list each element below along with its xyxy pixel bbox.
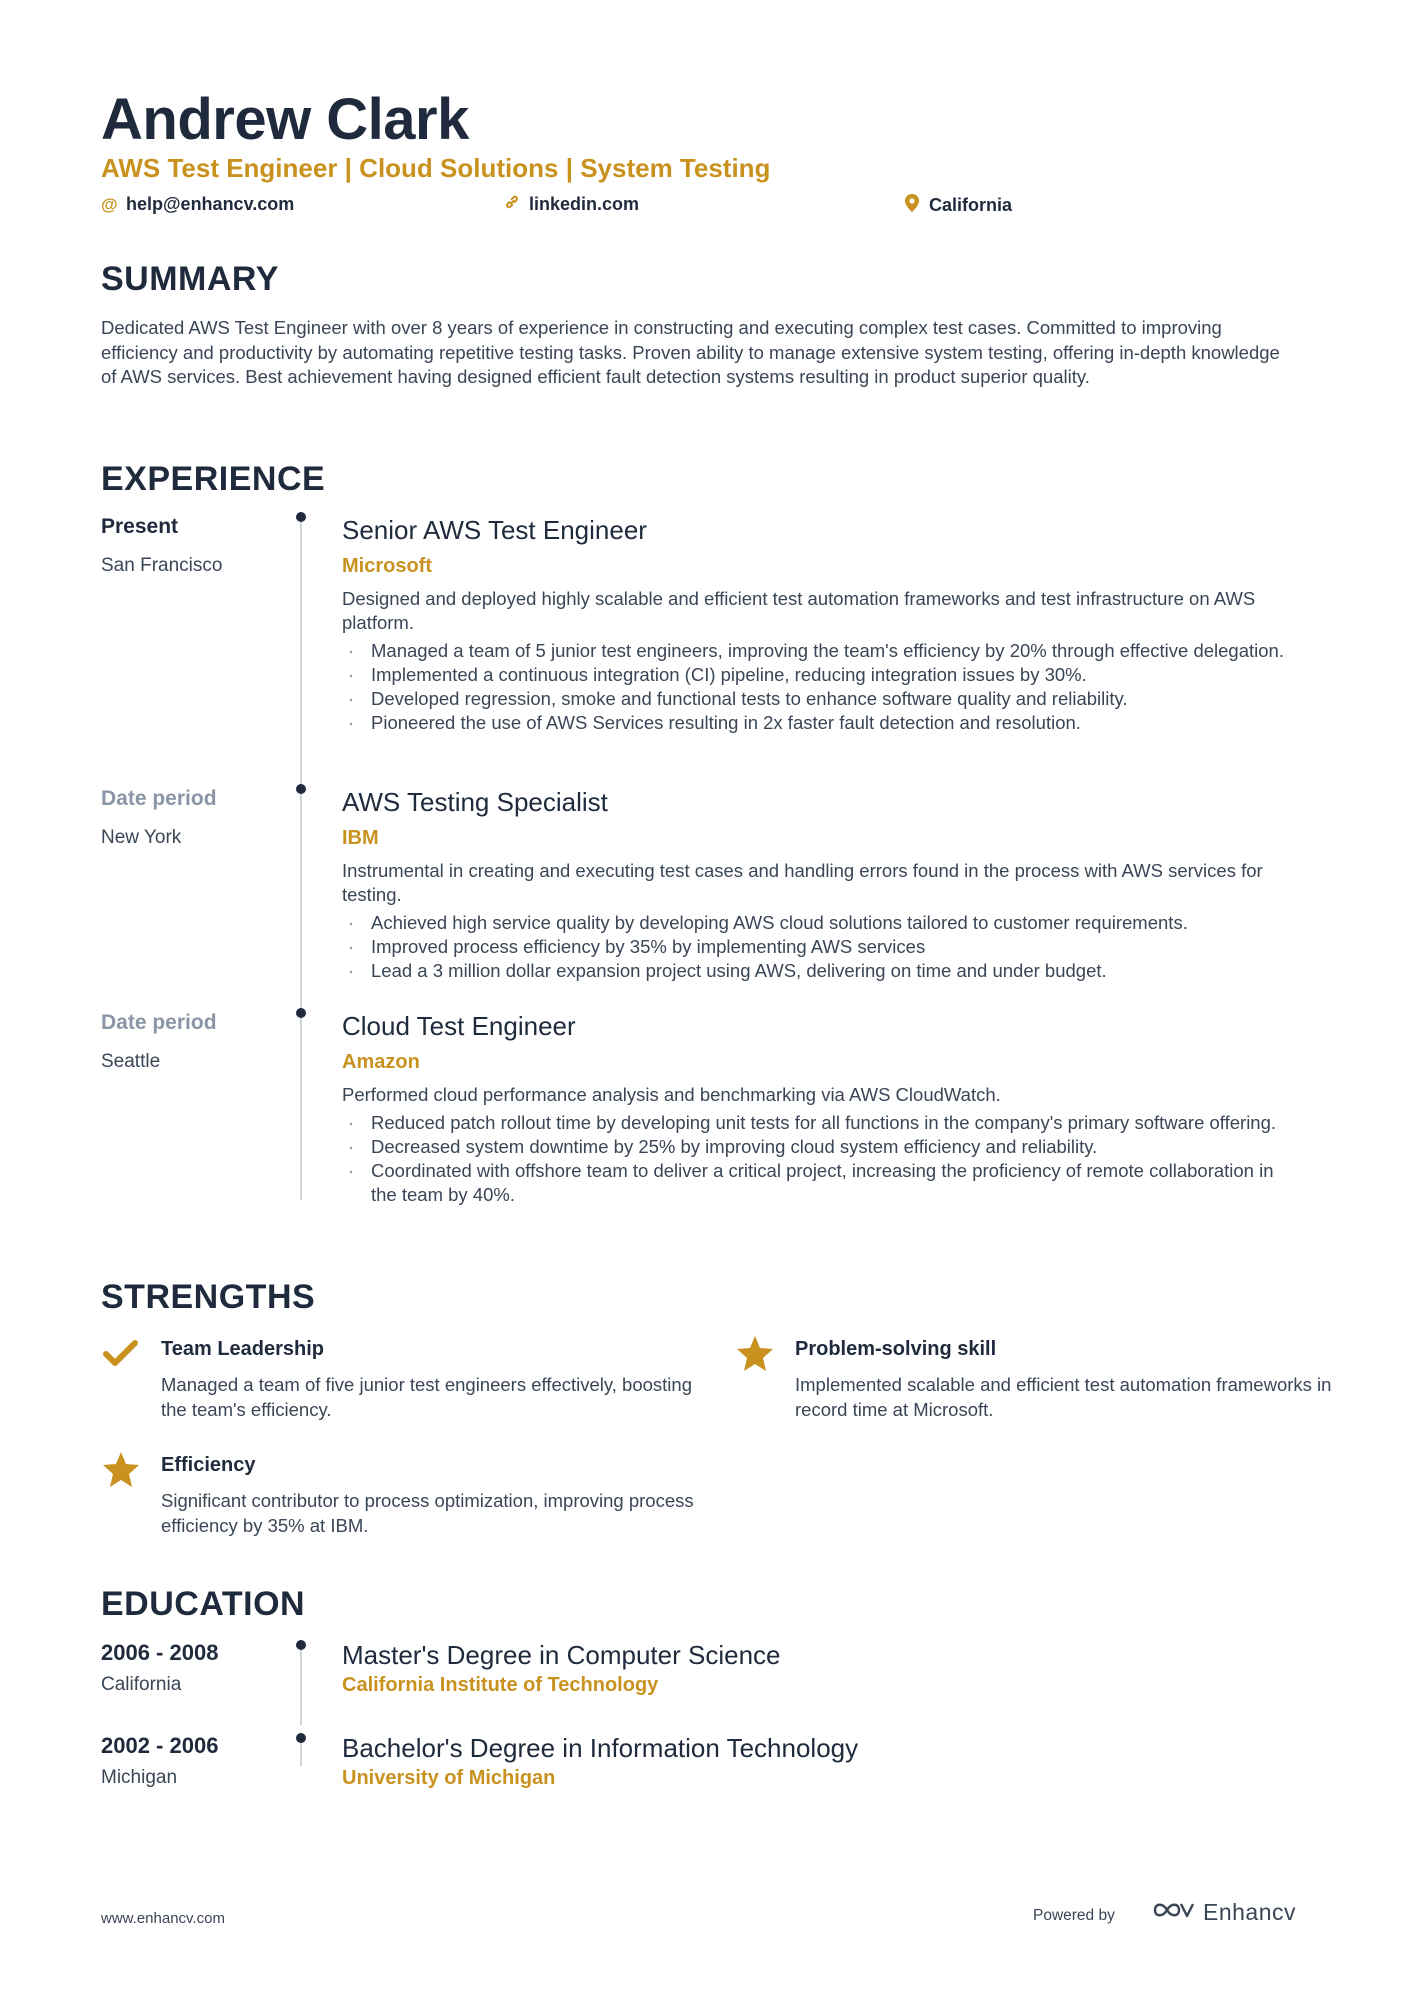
education-heading: EDUCATION [101,1585,306,1623]
timeline-dot [296,1733,306,1743]
experience-location: New York [101,827,182,848]
bullet-item: · Coordinated with offshore team to deliver a critical project, increasing the proficiency of remote collaboration in the team by 40%. [342,1159,1302,1207]
experience-date: Date period [101,787,217,810]
timeline-dot [296,512,306,522]
footer-website-link[interactable]: www.enhancv.com [101,1910,225,1927]
education-location: Michigan [101,1767,178,1788]
summary-heading: SUMMARY [101,260,279,298]
bullet-item: · Pioneered the use of AWS Services resulting in 2x faster fault detection and resolution. [342,711,1302,735]
timeline-dot [296,784,306,794]
education-timeline [300,1645,302,1725]
candidate-headline: AWS Test Engineer | Cloud Solutions | System Testing [101,153,771,183]
link-icon [504,194,520,215]
strengths-heading: STRENGTHS [101,1278,316,1316]
experience-role: Cloud Test Engineer [342,1011,576,1041]
strength-description: Managed a team of five junior test engineers effectively, boosting the team's efficiency. [161,1374,692,1420]
bullet-item: · Reduced patch rollout time by developing unit tests for all functions in the company's primary software offering. [342,1111,1302,1135]
education-date: 2002 - 2006 [101,1733,219,1758]
experience-date: Present [101,515,179,538]
checkmark-icon [101,1334,141,1374]
experience-heading: EXPERIENCE [101,460,326,498]
education-location: California [101,1674,182,1695]
experience-bullets [342,911,1302,983]
experience-location: San Francisco [101,555,223,576]
star-icon [735,1334,775,1374]
bullet-item: · Improved process efficiency by 35% by implementing AWS services [342,935,1302,959]
timeline-dot [296,1640,306,1650]
experience-bullets [342,639,1302,735]
bullet-item: · Implemented a continuous integration (CI) pipeline, reducing integration issues by 30%. [342,663,1302,687]
education-school: University of Michigan [342,1767,556,1789]
bullet-item: · Managed a team of 5 junior test engineers, improving the team's efficiency by 20% through effective delegation. [342,639,1302,663]
education-school: California Institute of Technology [342,1674,659,1696]
enhancv-logo[interactable] [1151,1898,1296,1927]
strength-title: Problem-solving skill [795,1338,997,1360]
timeline-dot [296,1008,306,1018]
bullet-item: · Achieved high service quality by developing AWS cloud solutions tailored to customer requirements. [342,911,1302,935]
star-icon [101,1450,141,1490]
experience-description: Instrumental in creating and executing test cases and handling errors found in the process with AWS services for testing. [342,860,1263,905]
summary-text: Dedicated AWS Test Engineer with over 8 years of experience in constructing and executing complex test cases. Committed to improving efficiency and productivity by automating repetitive testing tasks. Proven ability to manage extensive system testing, offering in-depth knowledge of AWS services. Best achievement having designed efficient fault detection systems resulting in product superior quality. [101,317,1280,387]
experience-description: Designed and deployed highly scalable and efficient test automation frameworks and test infrastructure on AWS platform. [342,588,1256,633]
experience-bullets [342,1111,1302,1207]
location-text: California [929,195,1013,215]
contact-email[interactable] [101,194,294,215]
experience-company: Microsoft [342,555,432,577]
contact-location [904,194,1012,217]
experience-date: Date period [101,1011,217,1034]
education-date: 2006 - 2008 [101,1640,219,1665]
at-sign-icon: @ [101,194,118,214]
bullet-item: · Decreased system downtime by 25% by improving cloud system efficiency and reliability. [342,1135,1302,1159]
email-text: help@enhancv.com [126,194,295,214]
experience-description: Performed cloud performance analysis and benchmarking via AWS CloudWatch. [342,1084,1001,1105]
bullet-item: · Developed regression, smoke and functional tests to enhance software quality and reliability. [342,687,1302,711]
experience-company: IBM [342,827,379,849]
linkedin-text: linkedin.com [529,194,640,214]
experience-timeline [300,518,302,1200]
experience-location: Seattle [101,1051,161,1072]
strength-description: Significant contributor to process optimization, improving process efficiency by 35% at IBM. [161,1490,694,1536]
strength-description: Implemented scalable and efficient test automation frameworks in record time at Microsoft. [795,1374,1332,1420]
strength-title: Team Leadership [161,1338,325,1360]
bullet-item: · Lead a 3 million dollar expansion project using AWS, delivering on time and under budget. [342,959,1302,983]
powered-by-label: Powered by [1033,1907,1115,1924]
enhancv-logo-icon [1151,1898,1197,1927]
experience-role: Senior AWS Test Engineer [342,515,647,545]
education-degree: Master's Degree in Computer Science [342,1640,781,1670]
experience-company: Amazon [342,1051,420,1073]
contact-linkedin[interactable] [504,194,639,215]
enhancv-logo-text: Enhancv [1203,1899,1297,1925]
map-pin-icon [904,194,920,217]
candidate-name: Andrew Clark [101,87,469,152]
education-degree: Bachelor's Degree in Information Technology [342,1733,859,1763]
strength-title: Efficiency [161,1454,256,1476]
experience-role: AWS Testing Specialist [342,787,608,817]
